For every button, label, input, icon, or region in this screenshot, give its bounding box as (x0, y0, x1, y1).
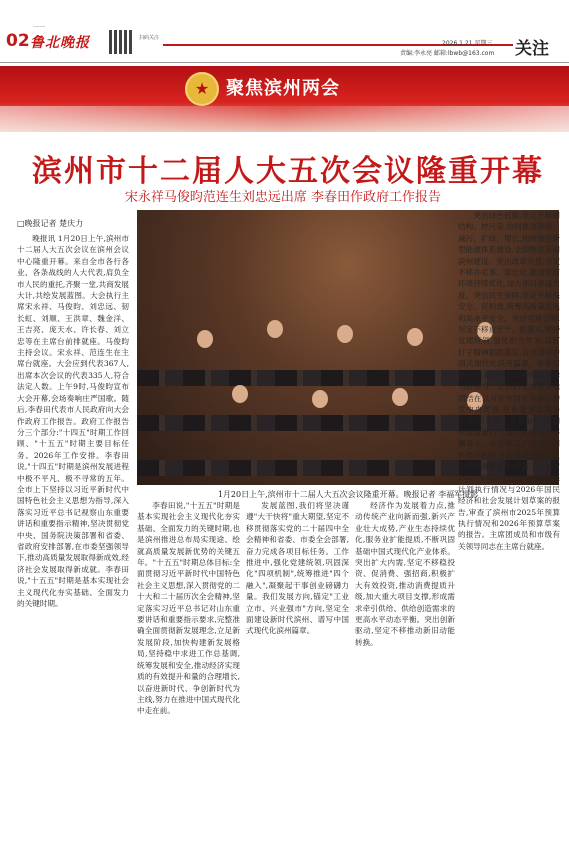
photo-caption: 1月20日上午,滨州市十二届人大五次会议隆重开幕。晚报记者 李福军摄影 (217, 490, 479, 499)
header-divider (0, 62, 569, 63)
article-column-3 (246, 500, 349, 830)
masthead-tiny-text: 一一 (33, 24, 46, 31)
column-5-text: 突出绿色低碳,坚定不移调结构、控污染,协同推进降碳、减污、扩绿、增长,加快推进新型能源体系建设,全面推进美丽滨州建设。突出改革开放,坚定不移办实事、谋长远,推动营商环境持续优化,加大项目建设力度。突出民生保障,坚定不移保安全、促和谐,统筹高质量发展和高水平安全。突出党建引领,坚定不移重宏干、抓落实,坚持党建统领,强化担当作为,以钉钉子精神狠抓落实,奋力谱写中国式现代化滨州篇章。李春田最后说,新时代新征程呼唤新作为新担当。让我们更加紧密地团结在以习近平同志为核心的党中央周围,在市委坚强领导下,踔厉奋发、勇毅前行,为加快建设新时代现代化强市而不懈奋斗。大会审议了滨州市国民经济和社会发展第十五个五年规划纲要草案,审查了滨州市2025年国民经济和社会发展计划执行情况与2026年国民经济和社会发展计划草案的报告,审查了滨州市2025年预算执行情况和2026年预算草案的报告。主席团成员和市级有关领导同志在主席台就座。 (458, 211, 560, 551)
issue-date: 2026.1.21 星期三 (442, 40, 493, 47)
column-3-text: 发展蓝图,我们将坚决谨遵"大干快将"重大期望,坚定不移贯彻落实党的二十届四中全会精神和省委、市委全会部署,奋力完成各项目标任务。工作推进中,强化党建统领,巩固深化"四项机制",统筹推进"四个融入",凝聚起干事创业磅礴力量。我们发展方向,锚定"工业立市、兴业强市"方向,坚定全面建设新时代滨州、谱写中国式现代化滨州篇章。 (246, 501, 349, 636)
article-headline[interactable]: 滨州市十二届人大五次会议隆重开幕 (32, 154, 544, 189)
article-column-4 (355, 500, 455, 830)
qr-caption: 扫码关注 (139, 35, 160, 41)
section-label: 关注 (515, 39, 549, 59)
column-2-text: 李春田说,"十五五"时期是基本实现社会主义现代化夯实基础、全面发力的关键时期,也是滨州推进总布局实现途、绘就高质量发展新优势的关键五年。"十五五"时期总体目标:全面贯彻习近平新时代中国特色社会主义思想,深入贯彻党的二十大和二十届历次全会精神,坚定落实习近平总书记对山东重要讲话和重要指示要求,完整准确全面贯彻新发展理念,立足新发展阶段,加快构建新发展格局,坚持稳中求进工作总基调,统筹发展和安全,推动经济实现质的有效提升和量的合理增长,以奋进新时代、争创新时代为主线,努力在推进中国式现代化中走在前。 (137, 501, 240, 716)
national-emblem-icon (185, 72, 219, 106)
article-subheadline: 宋永祥马俊昀范连生刘忠远出席 李春田作政府工作报告 (124, 190, 442, 205)
banner-wave (0, 106, 569, 132)
column-1-text: 晚报讯 1月20日上午,滨州市十二届人大五次会议在滨州会议中心隆重开幕。来自全市各行各业、各条战线的人大代表,肩负全市人民的重托,齐聚一堂,共商发展大计,共绘发展蓝图。大会执行主席宋永祥、马俊昀、刘忠远、韧长虹、刘顺、王洪章、魏金洋、王吉亮、庞天水、许长春、刘立忠等在主席台前排就座。马俊昀主持会议。宋永祥、范连生在主席台就座。大会应到代表367人,出席本次会议的代表335人,符合法定人数。上午9时,马俊昀宣布大会开幕,会场奏响庄严国歌。随后,李春田代表市人民政府向大会作政府工作报告。政府工作报告分三个部分:"十四五"时期工作回顾、"十五五"时期主要目标任务、2026年工作安排。李春田说,"十四五"时期是滨州发展进程中极不平凡、极不寻常的五年。全市上下坚持以习近平新时代中国特色社会主义思想为指导,深入落实习近平总书记视察山东重要讲话和重要指示精神,坚决贯彻党中央、国务院决策部署和省委、省政府安排部署,在市委坚强领导下,推动高质量发展取得新成效,经济社会发展取得新成就。李春田说,"十五五"时期是基本实现社会主义现代化夯实基础、全面发力的关键时期。 (17, 234, 129, 608)
article-column-5 (458, 210, 560, 830)
editor-info: 责编:李永亮 邮箱:lbwb@163.com (400, 50, 495, 57)
article-column-1 (17, 233, 129, 825)
emblem-star-icon: ★ (194, 79, 210, 98)
article-byline: □晚报记者 楚庆力 (17, 219, 84, 228)
newspaper-logo: 鲁北晚报 (30, 35, 90, 51)
column-4-text: 经济作为发展着力点,推动传统产业向新而强,新兴产业壮大成势,产业生态持续优化,服务业扩能提质,不断巩固基础中国式现代化产业体系。突出扩大内需,坚定不移稳投资、促消费、强招商,积极扩大有效投资,推动消费提质升级,加大重大项目支撑,形成需求牵引供给、供给创造需求的更高水平动态平衡。突出创新驱动,坚定不移推动新旧动能转换。 (355, 501, 455, 647)
qr-code-icon[interactable] (109, 30, 133, 54)
masthead (0, 0, 569, 62)
article-column-2 (137, 500, 240, 830)
page-number: 02 (6, 31, 30, 51)
banner-title: 聚焦滨州两会 (226, 78, 340, 99)
